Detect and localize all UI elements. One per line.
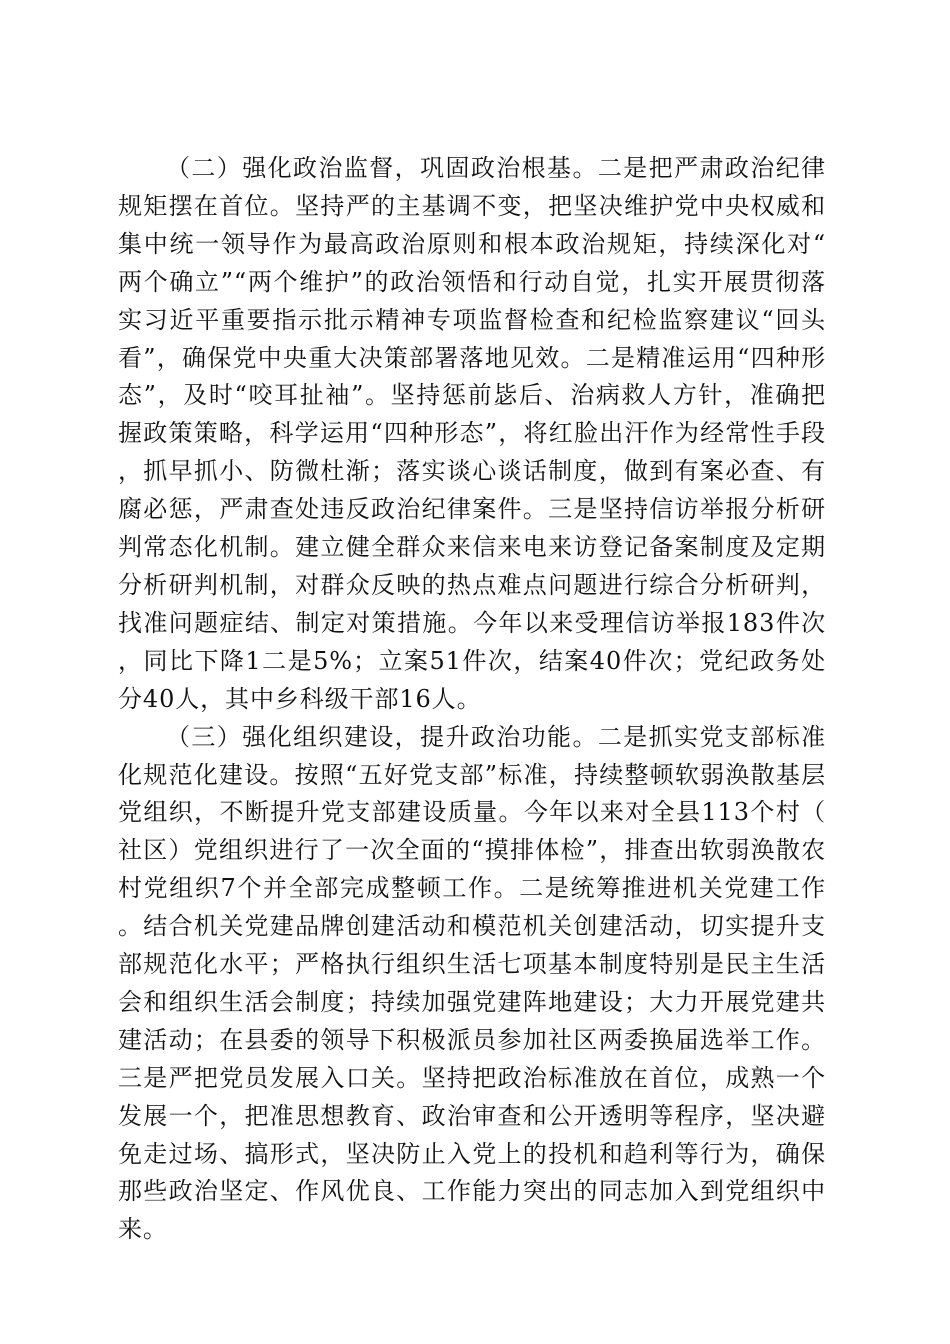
paragraph-section-2: （二）强化政治监督，巩固政治根基。二是把严肃政治纪律规矩摆在首位。坚持严的主基调不变，把坚决维护党中央权威和集中统一领导作为最高政治原则和根本政治规矩，持续深化对“两个确立”“两个维护”的政治领悟和行动自觉，扎实开展贯彻落实习近平重要指示批示精神专项监督检查和纪检监察建议“回头看”，确保党中央重大决策部署落地见效。二是精准运用“四种形态”，及时“咬耳扯袖”。坚持惩前毖后、治病救人方针，准确把握政策策略，科学运用“四种形态”，将红脸出汗作为经常性手段，抓早抓小、防微杜渐；落实谈心谈话制度，做到有案必查、有腐必惩，严肃查处违反政治纪律案件。三是坚持信访举报分析研判常态化机制。建立健全群众来信来电来访登记备案制度及定期分析研判机制，对群众反映的热点难点问题进行综合分析研判，找准问题症结、制定对策措施。今年以来受理信访举报183件次，同比下降1二是5%；立案51件次，结案40件次；党纪政务处分40人，其中乡科级干部16人。 bbox=[118, 154, 826, 713]
paragraph-section-3: （三）强化组织建设，提升政治功能。二是抓实党支部标准化规范化建设。按照“五好党支部”标准，持续整顿软弱涣散基层党组织，不断提升党支部建设质量。今年以来对全县113个村（社区）党组织进行了一次全面的“摸排体检”，排查出软弱涣散农村党组织7个并全部完成整顿工作。二是统筹推进机关党建工作。结合机关党建品牌创建活动和模范机关创建活动，切实提升支部规范化水平；严格执行组织生活七项基本制度特别是民主生活会和组织生活会制度；持续加强党建阵地建设；大力开展党建共建活动；在县委的领导下积极派员参加社区两委换届选举工作。三是严把党员发展入口关。坚持把政治标准放在首位，成熟一个发展一个，把准思想教育、政治审查和公开透明等程序，坚决避免走过场、搞形式，坚决防止入党上的投机和趋利等行为，确保那些政治坚定、作风优良、工作能力突出的同志加入到党组织中来。 bbox=[118, 722, 826, 1244]
document-body bbox=[118, 150, 826, 1249]
